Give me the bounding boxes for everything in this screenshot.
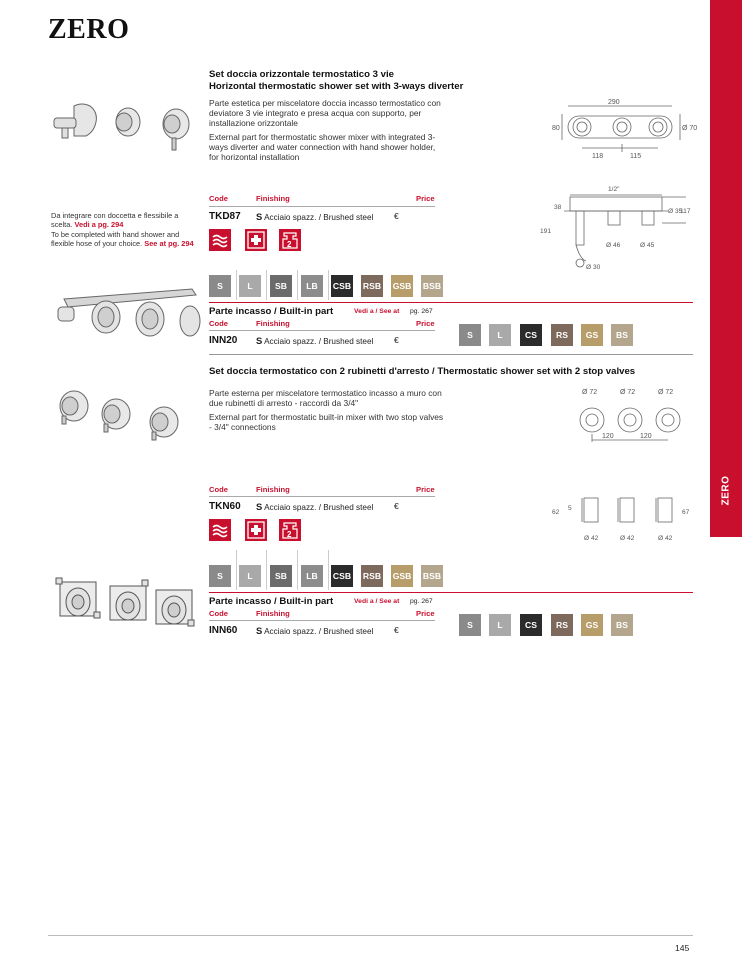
price-value: € bbox=[394, 211, 399, 221]
finish-swatch-s[interactable]: S bbox=[209, 565, 231, 587]
builtin-swatch-s[interactable]: S bbox=[459, 614, 481, 636]
finish-swatches-2 bbox=[209, 565, 449, 587]
svg-text:Ø 35: Ø 35 bbox=[668, 208, 683, 215]
finish-swatch-sb[interactable]: SB bbox=[270, 565, 292, 587]
product-image-tkd87 bbox=[48, 96, 198, 158]
svg-text:Ø 42: Ø 42 bbox=[658, 535, 673, 542]
builtin-see-link-2[interactable]: Vedi a / See at bbox=[354, 598, 400, 605]
safety-stop-icon bbox=[245, 229, 267, 251]
col-code-label: Code bbox=[209, 319, 228, 328]
section-divider bbox=[209, 354, 693, 355]
built-in-divider bbox=[209, 592, 693, 593]
svg-text:191: 191 bbox=[540, 228, 552, 235]
builtin-page-ref: pg. 267 bbox=[410, 308, 433, 315]
svg-text:2: 2 bbox=[287, 240, 292, 249]
builtin-swatch-gs[interactable]: GS bbox=[581, 324, 603, 346]
thermostatic-icon bbox=[209, 229, 231, 251]
swatch-separator bbox=[297, 550, 298, 590]
svg-text:Ø 70: Ø 70 bbox=[682, 125, 698, 132]
finish-swatch-gsb[interactable]: GSB bbox=[391, 565, 413, 587]
product2-price: € bbox=[394, 501, 399, 511]
svg-text:80: 80 bbox=[552, 125, 560, 132]
builtin-swatch-rs[interactable]: RS bbox=[551, 324, 573, 346]
dimension-drawing-front-2 bbox=[574, 384, 692, 446]
svg-text:Ø 30: Ø 30 bbox=[586, 264, 601, 271]
product2-desc-en: External part for thermostatic built-in mixer with two stop valves - 3/4" connections bbox=[209, 412, 444, 432]
swatch-separator bbox=[236, 270, 237, 300]
divider bbox=[209, 330, 435, 331]
section-tab-label: ZERO bbox=[720, 475, 732, 505]
builtin-finish-option-2: S Acciaio spazz. / Brushed steel bbox=[256, 625, 374, 636]
two-outlet-icon bbox=[279, 229, 301, 251]
builtin-see-link[interactable]: Vedi a / See at bbox=[354, 308, 400, 315]
builtin-swatch-gs[interactable]: GS bbox=[581, 614, 603, 636]
builtin-swatch-bs[interactable]: BS bbox=[611, 324, 633, 346]
brand-logo: ZERO bbox=[48, 14, 130, 45]
col-price-label: Price bbox=[416, 194, 435, 203]
builtin-swatch-cs[interactable]: CS bbox=[520, 614, 542, 636]
builtin-swatch-bs[interactable]: BS bbox=[611, 614, 633, 636]
swatch-separator bbox=[328, 550, 329, 590]
finish-swatch-s[interactable]: S bbox=[209, 275, 231, 297]
svg-text:Ø 72: Ø 72 bbox=[620, 389, 636, 396]
product-desc-en: External part for thermostatic shower mixer with integrated 3-ways diverter and water connection with hand shower holder, for horizontal installation bbox=[209, 132, 436, 162]
svg-text:118: 118 bbox=[592, 153, 604, 160]
product2-finish-option: S Acciaio spazz. / Brushed steel bbox=[256, 501, 374, 512]
product-code: TKD87 bbox=[209, 211, 241, 222]
builtin-price: € bbox=[394, 335, 399, 345]
footer-divider bbox=[48, 935, 693, 936]
svg-text:Ø 72: Ø 72 bbox=[582, 389, 598, 396]
builtin-swatch-rs[interactable]: RS bbox=[551, 614, 573, 636]
product-title-it: Set doccia orizzontale termostatico 3 vie bbox=[209, 69, 395, 80]
finish-swatch-gsb[interactable]: GSB bbox=[391, 275, 413, 297]
builtin-code: INN20 bbox=[209, 335, 238, 346]
finish-swatch-csb[interactable]: CSB bbox=[331, 565, 353, 587]
dimension-drawing-front bbox=[550, 96, 698, 160]
col-finishing-label: Finishing bbox=[256, 319, 290, 328]
svg-text:290: 290 bbox=[608, 99, 620, 106]
product2-code: TKN60 bbox=[209, 501, 241, 512]
col-code-label: Code bbox=[209, 609, 228, 618]
svg-text:1/2": 1/2" bbox=[608, 186, 620, 193]
finish-swatch-bsb[interactable]: BSB bbox=[421, 275, 443, 297]
product2-title: Set doccia termostatico con 2 rubinetti d'arresto / Thermostatic shower set with 2 stop valves bbox=[209, 366, 636, 377]
product-desc-it: Parte estetica per miscelatore doccia incasso termostatico con deviatore 3 vie integrato e presa acqua con supporto, per installazione orizzontale bbox=[209, 98, 441, 128]
builtin-page-ref-2: pg. 267 bbox=[410, 598, 433, 605]
svg-text:Ø 45: Ø 45 bbox=[640, 242, 655, 249]
finish-swatch-bsb[interactable]: BSB bbox=[421, 565, 443, 587]
finish-swatch-sb[interactable]: SB bbox=[270, 275, 292, 297]
builtin-code-2: INN60 bbox=[209, 625, 238, 636]
col-finishing-label: Finishing bbox=[256, 485, 290, 494]
col-price-label: Price bbox=[416, 485, 435, 494]
finish-swatch-l[interactable]: L bbox=[239, 565, 261, 587]
col-code-label: Code bbox=[209, 485, 228, 494]
finish-swatch-rsb[interactable]: RSB bbox=[361, 275, 383, 297]
svg-text:117: 117 bbox=[680, 208, 691, 215]
product-title-en: Horizontal thermostatic shower set with 3-ways diverter bbox=[209, 81, 464, 92]
svg-text:2: 2 bbox=[287, 530, 292, 539]
builtin-finish-option: S Acciaio spazz. / Brushed steel bbox=[256, 335, 374, 346]
builtin-swatch-s[interactable]: S bbox=[459, 324, 481, 346]
svg-text:Ø 72: Ø 72 bbox=[658, 389, 674, 396]
svg-text:120: 120 bbox=[640, 433, 652, 440]
swatch-separator bbox=[297, 270, 298, 300]
thermostatic-icon bbox=[209, 519, 231, 541]
svg-text:38: 38 bbox=[554, 204, 562, 211]
builtin-title: Parte incasso / Built-in part bbox=[209, 306, 334, 317]
divider bbox=[209, 206, 435, 207]
builtin-swatch-cs[interactable]: CS bbox=[520, 324, 542, 346]
product-image-tkn60 bbox=[48, 384, 198, 446]
builtin-finish-swatches bbox=[459, 324, 639, 346]
dimension-drawing-side bbox=[536, 183, 696, 273]
divider bbox=[209, 496, 435, 497]
col-finishing-label: Finishing bbox=[256, 194, 290, 203]
builtin-image-inn60 bbox=[50, 572, 200, 634]
svg-text:Ø 42: Ø 42 bbox=[620, 535, 635, 542]
finish-swatches bbox=[209, 275, 449, 297]
col-finishing-label: Finishing bbox=[256, 609, 290, 618]
svg-text:120: 120 bbox=[602, 433, 614, 440]
builtin-swatch-l[interactable]: L bbox=[489, 614, 511, 636]
swatch-separator bbox=[328, 270, 329, 300]
col-price-label: Price bbox=[416, 319, 435, 328]
finish-option: S Acciaio spazz. / Brushed steel bbox=[256, 211, 374, 222]
svg-text:62: 62 bbox=[552, 509, 560, 516]
swatch-separator bbox=[266, 550, 267, 590]
page-number: 145 bbox=[675, 943, 690, 953]
col-code-label: Code bbox=[209, 194, 228, 203]
safety-stop-icon bbox=[245, 519, 267, 541]
svg-text:67: 67 bbox=[682, 509, 690, 516]
svg-text:Ø 46: Ø 46 bbox=[606, 242, 621, 249]
dimension-drawing-side-2 bbox=[548, 492, 694, 544]
accessory-note: Da integrare con doccetta e flessibile a scelta. Vedi a pg. 294 To be completed with hand shower and flexible hose of your choice. See at pg. 294 bbox=[51, 211, 194, 248]
builtin-price-2: € bbox=[394, 625, 399, 635]
built-in-divider bbox=[209, 302, 693, 303]
finish-swatch-lb[interactable]: LB bbox=[301, 275, 323, 297]
divider bbox=[209, 620, 435, 621]
swatch-separator bbox=[266, 270, 267, 300]
finish-swatch-rsb[interactable]: RSB bbox=[361, 565, 383, 587]
svg-text:115: 115 bbox=[630, 153, 642, 160]
product2-desc-it: Parte esterna per miscelatore termostatico incasso a muro con due rubinetti di arresto - raccordi da 3/4" bbox=[209, 388, 442, 408]
builtin-swatch-l[interactable]: L bbox=[489, 324, 511, 346]
builtin-title-2: Parte incasso / Built-in part bbox=[209, 596, 334, 607]
svg-text:Ø 42: Ø 42 bbox=[584, 535, 599, 542]
finish-swatch-l[interactable]: L bbox=[239, 275, 261, 297]
swatch-separator bbox=[236, 550, 237, 590]
finish-swatch-lb[interactable]: LB bbox=[301, 565, 323, 587]
two-outlet-icon bbox=[279, 519, 301, 541]
builtin-image-inn20 bbox=[50, 285, 200, 347]
finish-swatch-csb[interactable]: CSB bbox=[331, 275, 353, 297]
col-price-label: Price bbox=[416, 609, 435, 618]
section-tab bbox=[710, 0, 742, 537]
svg-text:5: 5 bbox=[568, 505, 572, 512]
builtin-finish-swatches-2 bbox=[459, 614, 639, 636]
